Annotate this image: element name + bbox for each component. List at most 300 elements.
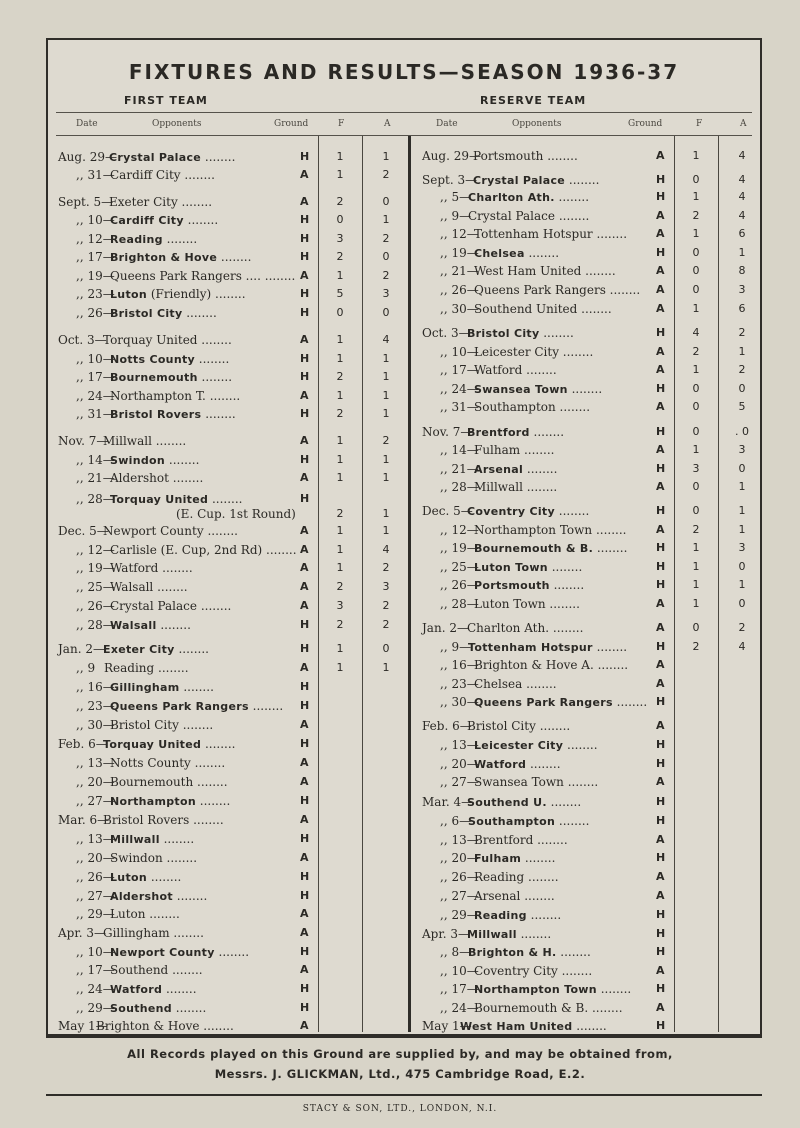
fixture-opponent: Leicester City ........ xyxy=(474,345,594,359)
fixture-date: ,, 20— xyxy=(440,851,479,865)
fixture-date: Mar. 4— xyxy=(422,795,474,809)
fixture-date: ,, 24— xyxy=(76,982,115,996)
fixture-opponent: Bristol Rovers ........ xyxy=(110,407,236,421)
fixture-date: Nov. 7— xyxy=(422,425,473,439)
fixture-opponent: Crystal Palace ........ xyxy=(110,599,232,613)
fixture-ground: A xyxy=(656,833,665,846)
center-divider xyxy=(408,136,411,1032)
fixture-ground: A xyxy=(656,345,665,358)
fixture-ground: H xyxy=(300,407,310,420)
fixture-ground: H xyxy=(656,945,666,958)
fixture-ground: A xyxy=(300,963,309,976)
cup-round-note: (E. Cup. 1st Round) xyxy=(176,507,296,521)
score-against: 1 xyxy=(382,524,390,537)
fixture-date: Dec. 5— xyxy=(58,524,109,538)
fixture-opponent: Chelsea ........ xyxy=(474,677,557,691)
score-for: 2 xyxy=(336,370,344,383)
fixture-date: ,, 25— xyxy=(76,580,115,594)
score-against: 3 xyxy=(738,541,746,554)
fixture-opponent: Bournemouth ........ xyxy=(110,775,228,789)
fixture-opponent: Millwall ........ xyxy=(467,927,552,941)
fixture-ground: A xyxy=(300,599,309,612)
fixture-date: ,, 28— xyxy=(440,597,479,611)
fixture-opponent: Luton ........ xyxy=(110,870,182,884)
fixture-opponent: West Ham United ........ xyxy=(474,264,616,278)
bottom-rule xyxy=(46,1094,762,1096)
score-for: 1 xyxy=(692,560,700,573)
score-against: 8 xyxy=(738,264,746,277)
fixture-opponent: Brentford ........ xyxy=(467,425,565,439)
fixture-ground: H xyxy=(300,794,310,807)
fixture-ground: A xyxy=(656,264,665,277)
score-for: 0 xyxy=(336,213,344,226)
score-against: 4 xyxy=(738,190,746,203)
score-for: 0 xyxy=(692,425,700,438)
fixture-date: ,, 21— xyxy=(440,462,479,476)
fixture-opponent: Bristol City ........ xyxy=(110,718,214,732)
fixture-date: ,, 29— xyxy=(440,908,479,922)
fixtures-card xyxy=(46,38,762,1038)
fixture-date: ,, 27— xyxy=(440,775,479,789)
fixture-opponent: Fulham ........ xyxy=(474,443,555,457)
fixture-date: Oct. 3— xyxy=(58,333,107,347)
score-against: 5 xyxy=(738,400,746,413)
score-for: 2 xyxy=(692,523,700,536)
fixture-date: ,, 27— xyxy=(440,889,479,903)
fixture-ground: H xyxy=(300,870,310,883)
fixture-opponent: Charlton Ath. ........ xyxy=(467,621,584,635)
fixture-ground: A xyxy=(656,480,665,493)
fixture-ground: H xyxy=(656,504,666,517)
score-for: 1 xyxy=(692,578,700,591)
fixture-opponent: Walsall ........ xyxy=(110,580,188,594)
fixture-opponent: Crystal Palace ........ xyxy=(468,209,590,223)
fixture-date: ,, 29— xyxy=(76,1001,115,1015)
score-against: 1 xyxy=(738,523,746,536)
score-against: 2 xyxy=(382,618,390,631)
score-for: 2 xyxy=(692,209,700,222)
fixture-ground: H xyxy=(656,795,666,808)
fixture-ground: A xyxy=(300,389,309,402)
fixture-opponent: Queens Park Rangers .... ........ xyxy=(110,269,296,283)
score-against: 2 xyxy=(382,599,390,612)
fixture-date: ,, 24— xyxy=(440,1001,479,1015)
fixture-opponent: Portsmouth ........ xyxy=(473,149,578,163)
fixture-opponent: Aldershot ........ xyxy=(110,889,208,903)
score-against: 1 xyxy=(382,352,390,365)
fixture-ground: A xyxy=(656,621,665,634)
fixture-date: Feb. 6— xyxy=(422,719,472,733)
score-for: 4 xyxy=(692,326,700,339)
score-for: 1 xyxy=(692,227,700,240)
fixture-date: Mar. 6— xyxy=(58,813,110,827)
fixture-ground: H xyxy=(300,642,310,655)
fixture-date: ,, 31— xyxy=(440,400,479,414)
score-against: 4 xyxy=(738,640,746,653)
score-for: 1 xyxy=(336,168,344,181)
fixture-date: ,, 30— xyxy=(76,718,115,732)
fixture-date: ,, 6— xyxy=(440,814,472,828)
divider xyxy=(674,136,675,1032)
score-against: 1 xyxy=(382,507,390,520)
fixture-opponent: Newport County ........ xyxy=(103,524,238,538)
score-for: 1 xyxy=(692,541,700,554)
score-against: 2 xyxy=(382,561,390,574)
fixture-ground: H xyxy=(300,232,310,245)
score-against: 0 xyxy=(738,597,746,610)
fixture-opponent: Swansea Town ........ xyxy=(474,382,603,396)
printer-credit: STACY & SON, LTD., LONDON, N.I. xyxy=(302,1104,498,1114)
fixture-opponent: Crystal Palace ........ xyxy=(109,150,236,164)
score-against: 1 xyxy=(738,246,746,259)
fixture-opponent: Torquay United ........ xyxy=(103,737,236,751)
fixture-ground: A xyxy=(656,719,665,732)
fixture-ground: A xyxy=(656,523,665,536)
fixture-ground: A xyxy=(300,333,309,346)
fixture-date: ,, 9— xyxy=(440,209,472,223)
fixture-ground: H xyxy=(656,814,666,827)
fixture-date: ,, 24— xyxy=(440,382,479,396)
fixture-opponent: Millwall ........ xyxy=(474,480,558,494)
score-for: 1 xyxy=(692,190,700,203)
fixture-ground: A xyxy=(300,168,309,181)
score-against: 1 xyxy=(382,453,390,466)
fixture-ground: H xyxy=(656,982,666,995)
fixture-date: ,, 31— xyxy=(76,168,115,182)
header-for-first: F xyxy=(338,119,345,129)
fixture-date: ,, 12— xyxy=(440,227,479,241)
fixture-opponent: Southampton ........ xyxy=(468,814,590,828)
fixture-opponent: Portsmouth ........ xyxy=(474,578,585,592)
divider xyxy=(718,136,719,1032)
fixture-opponent: Crystal Palace ........ xyxy=(473,173,600,187)
fixture-date: ,, 9 xyxy=(76,661,96,675)
fixture-opponent: Millwall ........ xyxy=(110,832,195,846)
fixture-opponent: Aldershot ........ xyxy=(110,471,204,485)
fixture-date: ,, 17— xyxy=(76,963,115,977)
fixture-opponent: Fulham ........ xyxy=(474,851,556,865)
score-for: 1 xyxy=(336,150,344,163)
fixture-ground: H xyxy=(300,618,310,631)
fixture-opponent: Northampton Town ........ xyxy=(474,523,627,537)
fixture-opponent: Bournemouth & B. ........ xyxy=(474,1001,623,1015)
fixture-opponent: Brentford ........ xyxy=(474,833,568,847)
fixture-date: ,, 26— xyxy=(440,283,479,297)
fixture-opponent: Swansea Town ........ xyxy=(474,775,599,789)
fixture-opponent: Leicester City ........ xyxy=(474,738,598,752)
score-for: 1 xyxy=(336,561,344,574)
fixture-date: Oct. 3— xyxy=(422,326,471,340)
fixture-opponent: Coventry City ........ xyxy=(467,504,590,518)
score-for: 1 xyxy=(336,471,344,484)
fixture-ground: A xyxy=(656,964,665,977)
fixture-ground: H xyxy=(300,982,310,995)
fixture-date: ,, 29— xyxy=(76,907,115,921)
footer-note xyxy=(0,1044,800,1092)
fixture-opponent: Swindon ........ xyxy=(110,851,198,865)
score-for: 1 xyxy=(336,524,344,537)
fixture-opponent: Exeter City ........ xyxy=(109,195,213,209)
fixture-ground: H xyxy=(300,492,310,505)
fixture-ground: H xyxy=(300,680,310,693)
fixture-opponent: Queens Park Rangers ........ xyxy=(474,695,648,709)
fixture-date: ,, 10— xyxy=(76,945,115,959)
score-for: 0 xyxy=(692,400,700,413)
fixture-ground: H xyxy=(300,150,310,163)
fixture-opponent: Luton Town ........ xyxy=(474,597,580,611)
header-for-reserve: F xyxy=(696,119,703,129)
fixture-ground: H xyxy=(656,578,666,591)
score-against: 0 xyxy=(382,250,390,263)
fixture-date: ,, 30— xyxy=(440,695,479,709)
score-against: 2 xyxy=(382,232,390,245)
fixture-ground: A xyxy=(300,524,309,537)
page-title: FIXTURES AND RESULTS—SEASON 1936-37 xyxy=(128,60,680,84)
fixture-date: ,, 17— xyxy=(440,982,479,996)
fixture-opponent: West Ham United ........ xyxy=(460,1019,607,1033)
fixture-opponent: Cardiff City ........ xyxy=(110,168,215,182)
fixture-opponent: Reading ........ xyxy=(474,870,559,884)
divider xyxy=(318,136,319,1032)
fixture-opponent: Cardiff City ........ xyxy=(110,213,219,227)
fixture-ground: A xyxy=(300,813,309,826)
fixture-opponent: Chelsea ........ xyxy=(474,246,560,260)
fixture-ground: H xyxy=(300,370,310,383)
fixture-ground: A xyxy=(656,283,665,296)
footer-line-1: All Records played on this Ground are supplied by, and may be obtained from, xyxy=(127,1047,673,1061)
fixture-ground: H xyxy=(656,462,666,475)
fixture-ground: H xyxy=(300,250,310,263)
fixture-date: ,, 16— xyxy=(76,680,115,694)
fixture-ground: A xyxy=(300,775,309,788)
fixture-ground: A xyxy=(300,926,309,939)
fixture-date: ,, 20— xyxy=(76,775,115,789)
fixture-date: ,, 26— xyxy=(440,578,479,592)
score-against: 3 xyxy=(382,287,390,300)
score-against: 1 xyxy=(382,389,390,402)
fixture-ground: A xyxy=(300,851,309,864)
fixture-ground: A xyxy=(300,543,309,556)
fixture-opponent: Watford ........ xyxy=(110,561,193,575)
fixture-ground: A xyxy=(300,1019,309,1032)
fixture-date: ,, 19— xyxy=(76,561,115,575)
fixture-ground: A xyxy=(300,195,309,208)
score-against: 3 xyxy=(382,580,390,593)
score-for: 1 xyxy=(692,302,700,315)
score-for: 1 xyxy=(336,269,344,282)
score-against: 3 xyxy=(738,443,746,456)
fixture-date: ,, 17— xyxy=(76,250,115,264)
fixture-ground: H xyxy=(656,560,666,573)
score-for: 0 xyxy=(692,504,700,517)
fixture-opponent: Notts County ........ xyxy=(110,756,226,770)
fixture-opponent: Luton ........ xyxy=(110,907,180,921)
header-against-first: A xyxy=(384,119,391,129)
fixture-ground: A xyxy=(656,443,665,456)
fixture-ground: A xyxy=(656,597,665,610)
score-for: 3 xyxy=(336,232,344,245)
score-against: 1 xyxy=(382,661,390,674)
fixture-opponent: Queens Park Rangers ........ xyxy=(474,283,641,297)
fixture-opponent: Reading ........ xyxy=(110,232,198,246)
score-against: 0 xyxy=(738,462,746,475)
fixture-opponent: Bournemouth ........ xyxy=(110,370,233,384)
fixture-opponent: Torquay United ........ xyxy=(103,333,232,347)
fixture-date: May 1— xyxy=(422,1019,472,1033)
score-for: 1 xyxy=(336,389,344,402)
fixture-date: ,, 27— xyxy=(76,889,115,903)
fixture-date: ,, 24— xyxy=(76,389,115,403)
fixture-date: ,, 23— xyxy=(440,677,479,691)
fixture-date: Apr. 3— xyxy=(422,927,471,941)
fixture-opponent: Gillingham ........ xyxy=(103,926,204,940)
fixture-ground: A xyxy=(656,209,665,222)
fixture-ground: A xyxy=(300,580,309,593)
fixture-ground: A xyxy=(656,302,665,315)
fixture-opponent: Brighton & Hove ........ xyxy=(110,250,252,264)
score-against: 4 xyxy=(738,209,746,222)
fixture-opponent: Walsall ........ xyxy=(110,618,191,632)
fixture-date: ,, 21— xyxy=(76,471,115,485)
score-for: 1 xyxy=(692,149,700,162)
fixture-date: ,, 20— xyxy=(440,757,479,771)
score-against: 2 xyxy=(738,621,746,634)
fixture-ground: H xyxy=(300,1001,310,1014)
fixture-opponent: Charlton Ath. ........ xyxy=(468,190,590,204)
score-for: 2 xyxy=(336,507,344,520)
score-against: 3 xyxy=(738,283,746,296)
fixture-ground: H xyxy=(656,541,666,554)
score-for: 1 xyxy=(336,333,344,346)
footer-rule xyxy=(48,1034,760,1037)
fixture-ground: A xyxy=(656,775,665,788)
fixture-opponent: Northampton T. ........ xyxy=(110,389,241,403)
score-against: 6 xyxy=(738,302,746,315)
fixture-ground: H xyxy=(656,246,666,259)
fixture-ground: A xyxy=(656,400,665,413)
fixture-ground: A xyxy=(656,677,665,690)
fixture-date: ,, 5— xyxy=(440,190,472,204)
fixture-ground: A xyxy=(656,658,665,671)
fixture-date: ,, 8— xyxy=(440,945,472,959)
fixture-opponent: Luton Town ........ xyxy=(474,560,583,574)
fixture-opponent: Bristol Rovers ........ xyxy=(103,813,224,827)
fixture-ground: A xyxy=(656,1001,665,1014)
fixture-ground: H xyxy=(656,425,666,438)
score-against: 1 xyxy=(382,407,390,420)
fixture-ground: H xyxy=(300,213,310,226)
score-against: 1 xyxy=(382,370,390,383)
header-date-reserve: Date xyxy=(436,119,458,129)
score-for: 0 xyxy=(692,264,700,277)
score-for: 1 xyxy=(336,453,344,466)
fixture-date: ,, 25— xyxy=(440,560,479,574)
score-against: 4 xyxy=(738,149,746,162)
fixture-opponent: Brighton & Hove ........ xyxy=(96,1019,234,1033)
score-for: 1 xyxy=(336,642,344,655)
fixture-date: ,, 19— xyxy=(440,246,479,260)
fixture-date: Jan. 2— xyxy=(58,642,105,656)
fixture-opponent: Northampton ........ xyxy=(110,794,231,808)
fixture-date: ,, 10— xyxy=(76,352,115,366)
header-ground-reserve: Ground xyxy=(628,119,663,129)
fixture-ground: A xyxy=(300,756,309,769)
fixture-opponent: Tottenham Hotspur ........ xyxy=(474,227,628,241)
fixture-ground: H xyxy=(656,927,666,940)
score-for: 0 xyxy=(692,621,700,634)
fixture-ground: A xyxy=(300,661,309,674)
score-against: 2 xyxy=(382,434,390,447)
score-for: 3 xyxy=(692,462,700,475)
fixture-date: May 1— xyxy=(58,1019,108,1033)
fixture-date: Aug. 29— xyxy=(422,149,481,163)
score-against: 1 xyxy=(382,213,390,226)
fixture-opponent: Carlisle (E. Cup, 2nd Rd) ........ xyxy=(110,543,297,557)
fixture-date: ,, 21— xyxy=(440,264,479,278)
fixture-opponent: Northampton Town ........ xyxy=(474,982,632,996)
score-for: 1 xyxy=(336,543,344,556)
fixture-opponent: Bournemouth & B. ........ xyxy=(474,541,628,555)
score-for: 2 xyxy=(336,580,344,593)
fixture-opponent: Notts County ........ xyxy=(110,352,230,366)
score-against: 0 xyxy=(738,560,746,573)
fixture-date: ,, 30— xyxy=(440,302,479,316)
fixture-date: ,, 13— xyxy=(440,833,479,847)
score-against: 4 xyxy=(382,333,390,346)
fixture-ground: A xyxy=(300,471,309,484)
score-for: 1 xyxy=(692,443,700,456)
fixture-opponent: Watford ........ xyxy=(474,757,561,771)
fixture-opponent: Arsenal ........ xyxy=(474,462,558,476)
fixture-date: ,, 23— xyxy=(76,699,115,713)
score-for: 3 xyxy=(336,599,344,612)
score-against: 2 xyxy=(738,363,746,376)
fixture-ground: H xyxy=(656,382,666,395)
fixture-opponent: Southend U. ........ xyxy=(467,795,582,809)
fixture-date: Nov. 7— xyxy=(58,434,109,448)
score-against: 1 xyxy=(738,578,746,591)
score-for: 2 xyxy=(692,345,700,358)
column-headers xyxy=(56,112,752,136)
header-opponents-first: Opponents xyxy=(152,119,202,129)
header-against-reserve: A xyxy=(740,119,747,129)
fixture-opponent: Bristol City ........ xyxy=(110,306,217,320)
fixture-ground: H xyxy=(656,738,666,751)
fixture-ground: H xyxy=(656,908,666,921)
fixture-ground: H xyxy=(656,1019,666,1032)
header-ground-first: Ground xyxy=(274,119,309,129)
fixture-ground: H xyxy=(656,757,666,770)
score-against: 4 xyxy=(382,543,390,556)
fixture-ground: A xyxy=(656,149,665,162)
fixture-opponent: Tottenham Hotspur ........ xyxy=(468,640,628,654)
fixture-opponent: Watford ........ xyxy=(474,363,557,377)
score-for: 0 xyxy=(692,246,700,259)
fixture-ground: A xyxy=(300,718,309,731)
fixture-date: Dec. 5— xyxy=(422,504,473,518)
fixture-opponent: Bristol City ........ xyxy=(467,719,571,733)
fixture-ground: A xyxy=(300,561,309,574)
score-for: 5 xyxy=(336,287,344,300)
fixture-date: ,, 27— xyxy=(76,794,115,808)
fixture-date: ,, 26— xyxy=(76,306,115,320)
fixture-opponent: Millwall ........ xyxy=(103,434,187,448)
fixture-ground: A xyxy=(656,363,665,376)
score-against: 0 xyxy=(382,306,390,319)
fixture-ground: H xyxy=(656,851,666,864)
score-against: 1 xyxy=(738,504,746,517)
fixture-date: Aug. 29— xyxy=(58,150,117,164)
